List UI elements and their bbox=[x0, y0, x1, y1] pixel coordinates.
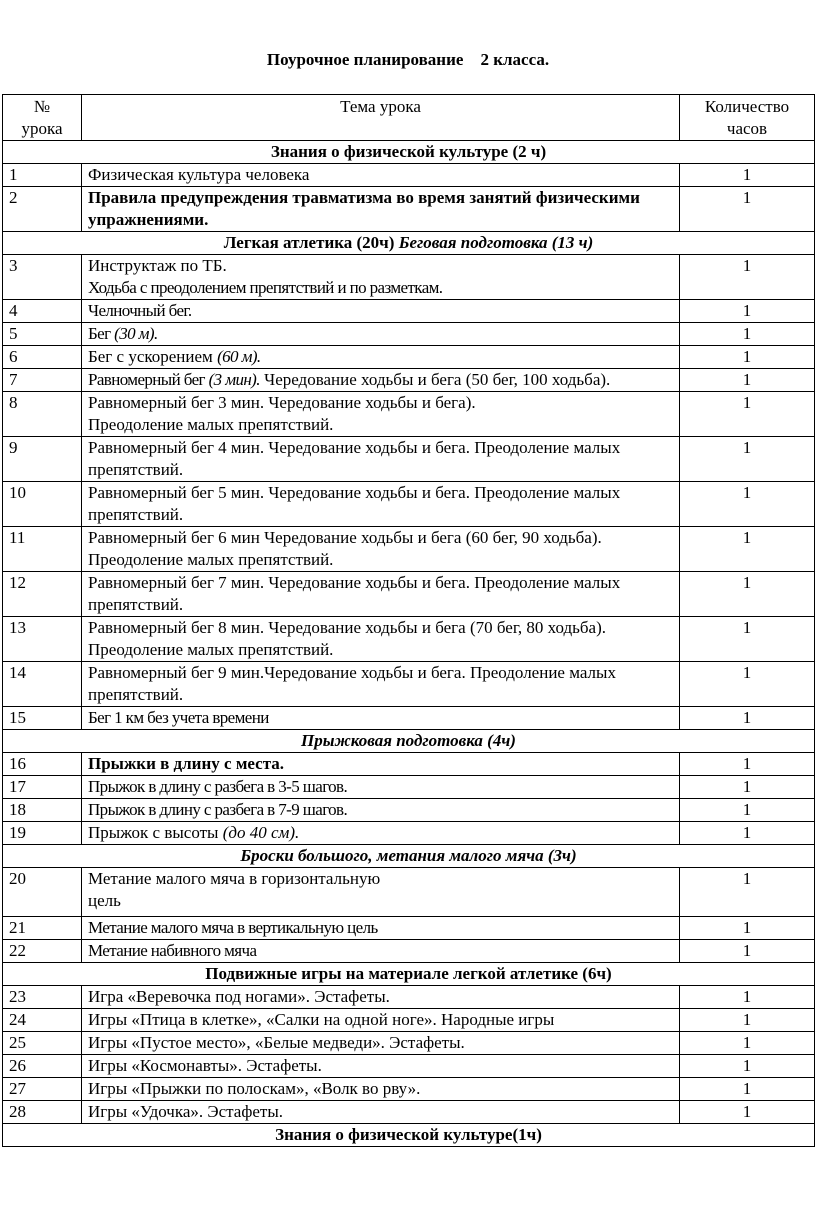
table-row bbox=[3, 482, 815, 527]
lesson-topic bbox=[82, 369, 680, 392]
lesson-number: 8 bbox=[3, 392, 82, 437]
section-title bbox=[3, 1124, 815, 1147]
lesson-hours: 1 bbox=[680, 1078, 815, 1101]
hours-header bbox=[680, 95, 815, 141]
lesson-topic-part: Челночный бег. bbox=[88, 301, 192, 320]
lesson-topic-part: Равномерный бег bbox=[88, 370, 209, 389]
section-row bbox=[3, 845, 815, 868]
lesson-topic bbox=[82, 1009, 680, 1032]
lesson-topic bbox=[82, 1055, 680, 1078]
table-row bbox=[3, 527, 815, 572]
lesson-topic bbox=[82, 822, 680, 845]
lesson-number: 5 bbox=[3, 323, 82, 346]
table-row bbox=[3, 799, 815, 822]
lesson-topic bbox=[82, 776, 680, 799]
table-row bbox=[3, 255, 815, 300]
lesson-number: 1 bbox=[3, 164, 82, 187]
table-row bbox=[3, 917, 815, 940]
lesson-hours: 1 bbox=[680, 482, 815, 527]
lesson-topic-part: Равномерный бег 4 мин. Чередование ходьбы и бега. Преодоление малых препятствий. bbox=[88, 438, 621, 479]
table-row bbox=[3, 1009, 815, 1032]
lesson-topic-part: Равномерный бег 8 мин. Чередование ходьбы и бега (70 бег, 80 ходьба). Преодоление малых препятствий. bbox=[88, 618, 607, 659]
table-row bbox=[3, 868, 815, 917]
lesson-topic bbox=[82, 527, 680, 572]
lesson-number: 19 bbox=[3, 822, 82, 845]
lesson-topic-part: Равномерный бег 3 мин. Чередование ходьбы и бега). bbox=[88, 393, 476, 412]
topic-header bbox=[82, 95, 680, 141]
lesson-topic-part: Равномерный бег 9 мин.Чередование ходьбы и бега. Преодоление малых препятствий. bbox=[88, 663, 616, 704]
lesson-hours: 1 bbox=[680, 346, 815, 369]
lesson-topic-part: Прыжок в длину с разбега в 3-5 шагов. bbox=[88, 777, 348, 796]
lesson-topic-part: Прыжки в длину с места. bbox=[88, 754, 285, 773]
lesson-hours: 1 bbox=[680, 1055, 815, 1078]
lesson-topic-part: (3 мин). bbox=[208, 370, 260, 389]
lesson-hours: 1 bbox=[680, 527, 815, 572]
lesson-topic bbox=[82, 482, 680, 527]
lesson-number: 27 bbox=[3, 1078, 82, 1101]
lesson-topic-part: Игры «Космонавты». Эстафеты. bbox=[88, 1056, 322, 1075]
lesson-topic-part: Игры «Прыжки по полоскам», «Волк во рву». bbox=[88, 1079, 421, 1098]
lesson-hours: 1 bbox=[680, 662, 815, 707]
lesson-topic bbox=[82, 437, 680, 482]
lesson-number: 10 bbox=[3, 482, 82, 527]
lesson-topic bbox=[82, 346, 680, 369]
section-title-part: Легкая атлетика (20ч) bbox=[223, 233, 399, 252]
lesson-hours: 1 bbox=[680, 707, 815, 730]
lesson-topic bbox=[82, 753, 680, 776]
section-title bbox=[3, 845, 815, 868]
lesson-topic-part: Прыжок с высоты bbox=[88, 823, 223, 842]
section-row bbox=[3, 1124, 815, 1147]
section-row bbox=[3, 963, 815, 986]
lesson-hours: 1 bbox=[680, 617, 815, 662]
hours-header-line1: Количество bbox=[704, 97, 790, 116]
lesson-plan-table bbox=[2, 94, 815, 1147]
section-title-part: Знания о физической культуре (2 ч) bbox=[270, 142, 547, 161]
table-row bbox=[3, 1078, 815, 1101]
lesson-number: 3 bbox=[3, 255, 82, 300]
table-row bbox=[3, 940, 815, 963]
table-header bbox=[3, 95, 815, 141]
lesson-number: 14 bbox=[3, 662, 82, 707]
lesson-topic-part: Игры «Птица в клетке», «Салки на одной ноге». Народные игры bbox=[88, 1010, 555, 1029]
lesson-topic bbox=[82, 662, 680, 707]
lesson-hours: 1 bbox=[680, 437, 815, 482]
lesson-hours: 1 bbox=[680, 753, 815, 776]
lesson-number: 4 bbox=[3, 300, 82, 323]
lesson-hours: 1 bbox=[680, 164, 815, 187]
lesson-hours: 1 bbox=[680, 776, 815, 799]
section-title bbox=[3, 141, 815, 164]
lesson-hours: 1 bbox=[680, 187, 815, 232]
section-title bbox=[3, 963, 815, 986]
lesson-hours: 1 bbox=[680, 1101, 815, 1124]
table-row bbox=[3, 753, 815, 776]
lesson-number-header bbox=[3, 95, 82, 141]
lesson-hours: 1 bbox=[680, 868, 815, 917]
lesson-number: 15 bbox=[3, 707, 82, 730]
lesson-topic-part: Метание набивного мяча bbox=[88, 941, 257, 960]
lesson-number: 22 bbox=[3, 940, 82, 963]
lesson-topic bbox=[82, 1032, 680, 1055]
lesson-number: 20 bbox=[3, 868, 82, 917]
lesson-topic-part: Игра «Веревочка под ногами». Эстафеты. bbox=[88, 987, 390, 1006]
lesson-topic bbox=[82, 868, 680, 917]
lesson-hours: 1 bbox=[680, 940, 815, 963]
lesson-topic-part: Физическая культура человека bbox=[88, 165, 310, 184]
lesson-topic bbox=[82, 707, 680, 730]
lesson-topic bbox=[82, 300, 680, 323]
lesson-topic-part: Игры «Пустое место», «Белые медведи». Эстафеты. bbox=[88, 1033, 465, 1052]
section-row bbox=[3, 232, 815, 255]
lesson-topic bbox=[82, 799, 680, 822]
section-title-part: Знания о физической культуре(1ч) bbox=[275, 1125, 542, 1144]
table-row bbox=[3, 986, 815, 1009]
section-row bbox=[3, 141, 815, 164]
lesson-number: 26 bbox=[3, 1055, 82, 1078]
lesson-hours: 1 bbox=[680, 392, 815, 437]
page-title: Поурочное планирование 2 класса. bbox=[266, 50, 550, 69]
table-row bbox=[3, 617, 815, 662]
lesson-number: 18 bbox=[3, 799, 82, 822]
table-row bbox=[3, 164, 815, 187]
lesson-topic-part: Равномерный бег 5 мин. Чередование ходьбы и бега. Преодоление малых препятствий. bbox=[88, 483, 621, 524]
lesson-topic bbox=[82, 940, 680, 963]
lesson-topic bbox=[82, 187, 680, 232]
lesson-hours: 1 bbox=[680, 323, 815, 346]
lesson-hours: 1 bbox=[680, 799, 815, 822]
lesson-number: 21 bbox=[3, 917, 82, 940]
lesson-topic-part: (60 м). bbox=[217, 347, 261, 366]
lesson-topic-part: Преодоление малых препятствий. bbox=[88, 415, 334, 434]
lesson-number: 23 bbox=[3, 986, 82, 1009]
lesson-hours: 1 bbox=[680, 255, 815, 300]
lesson-number: 11 bbox=[3, 527, 82, 572]
lesson-number: 28 bbox=[3, 1101, 82, 1124]
lesson-hours: 1 bbox=[680, 300, 815, 323]
lesson-topic-part: Прыжок в длину с разбега в 7-9 шагов. bbox=[88, 800, 348, 819]
lesson-number: 13 bbox=[3, 617, 82, 662]
lesson-hours: 1 bbox=[680, 917, 815, 940]
lesson-hours: 1 bbox=[680, 572, 815, 617]
table-body bbox=[3, 141, 815, 1147]
lesson-topic bbox=[82, 572, 680, 617]
table-row bbox=[3, 392, 815, 437]
table-row bbox=[3, 572, 815, 617]
lesson-number: 17 bbox=[3, 776, 82, 799]
lesson-topic-part: Правила предупреждения травматизма во время занятий физическими упражнениями. bbox=[88, 188, 640, 229]
table-row bbox=[3, 323, 815, 346]
lesson-number: 25 bbox=[3, 1032, 82, 1055]
lesson-topic-part: (до 40 см). bbox=[222, 823, 300, 842]
lesson-topic-part: цель bbox=[88, 891, 121, 910]
lesson-number: 16 bbox=[3, 753, 82, 776]
lesson-topic-part: Бег bbox=[88, 324, 115, 343]
table-row bbox=[3, 662, 815, 707]
lesson-topic bbox=[82, 255, 680, 300]
lesson-topic bbox=[82, 323, 680, 346]
section-title-part: Прыжковая подготовка (4ч) bbox=[301, 731, 516, 750]
section-title bbox=[3, 232, 815, 255]
lesson-number: 9 bbox=[3, 437, 82, 482]
lesson-topic-part: Бег 1 км без учета времени bbox=[88, 708, 269, 727]
table-row bbox=[3, 707, 815, 730]
lesson-topic-part: Равномерный бег 7 мин. Чередование ходьбы и бега. Преодоление малых препятствий. bbox=[88, 573, 621, 614]
lesson-hours: 1 bbox=[680, 986, 815, 1009]
section-title bbox=[3, 730, 815, 753]
lesson-topic-part: Метание малого мяча в горизонтальную bbox=[88, 869, 381, 888]
table-row bbox=[3, 776, 815, 799]
table-row bbox=[3, 822, 815, 845]
lesson-topic bbox=[82, 1101, 680, 1124]
lesson-topic-part: Ходьба с преодолением препятствий и по разметкам. bbox=[88, 278, 443, 297]
section-row bbox=[3, 730, 815, 753]
lesson-number: 7 bbox=[3, 369, 82, 392]
table-row bbox=[3, 346, 815, 369]
lesson-hours: 1 bbox=[680, 1032, 815, 1055]
lesson-topic bbox=[82, 617, 680, 662]
lesson-topic bbox=[82, 1078, 680, 1101]
table-row bbox=[3, 300, 815, 323]
lesson-topic bbox=[82, 392, 680, 437]
lesson-number: 12 bbox=[3, 572, 82, 617]
section-title-part: Броски большого, метания малого мяча (3ч) bbox=[240, 846, 577, 865]
table-row bbox=[3, 437, 815, 482]
lesson-hours: 1 bbox=[680, 369, 815, 392]
lesson-topic-part: Бег с ускорением bbox=[88, 347, 218, 366]
lesson-topic bbox=[82, 986, 680, 1009]
lesson-number-header-line1: № bbox=[33, 97, 51, 116]
lesson-topic-part: Игры «Удочка». Эстафеты. bbox=[88, 1102, 283, 1121]
lesson-topic bbox=[82, 164, 680, 187]
topic-header-label: Тема урока bbox=[340, 97, 421, 116]
table-row bbox=[3, 1101, 815, 1124]
lesson-number: 6 bbox=[3, 346, 82, 369]
lesson-number-header-line2: урока bbox=[21, 119, 63, 138]
section-title-part: Подвижные игры на материале легкой атлетике (6ч) bbox=[205, 964, 612, 983]
table-row bbox=[3, 187, 815, 232]
lesson-topic-part: Метание малого мяча в вертикальную цель bbox=[88, 918, 378, 937]
lesson-topic-part: Равномерный бег 6 мин Чередование ходьбы и бега (60 бег, 90 ходьба). Преодоление малых препятствий. bbox=[88, 528, 602, 569]
hours-header-line2: часов bbox=[726, 119, 768, 138]
table-row bbox=[3, 369, 815, 392]
section-title-part: Беговая подготовка (13 ч) bbox=[398, 233, 594, 252]
table-row bbox=[3, 1055, 815, 1078]
lesson-hours: 1 bbox=[680, 822, 815, 845]
lesson-number: 2 bbox=[3, 187, 82, 232]
table-row bbox=[3, 1032, 815, 1055]
lesson-topic-part: Чередование ходьбы и бега (50 бег, 100 ходьба). bbox=[259, 370, 611, 389]
lesson-topic bbox=[82, 917, 680, 940]
lesson-hours: 1 bbox=[680, 1009, 815, 1032]
header-row bbox=[3, 95, 815, 141]
lesson-topic-part: Инструктаж по ТБ. bbox=[88, 256, 227, 275]
lesson-topic-part: (30 м). bbox=[114, 324, 158, 343]
lesson-number: 24 bbox=[3, 1009, 82, 1032]
